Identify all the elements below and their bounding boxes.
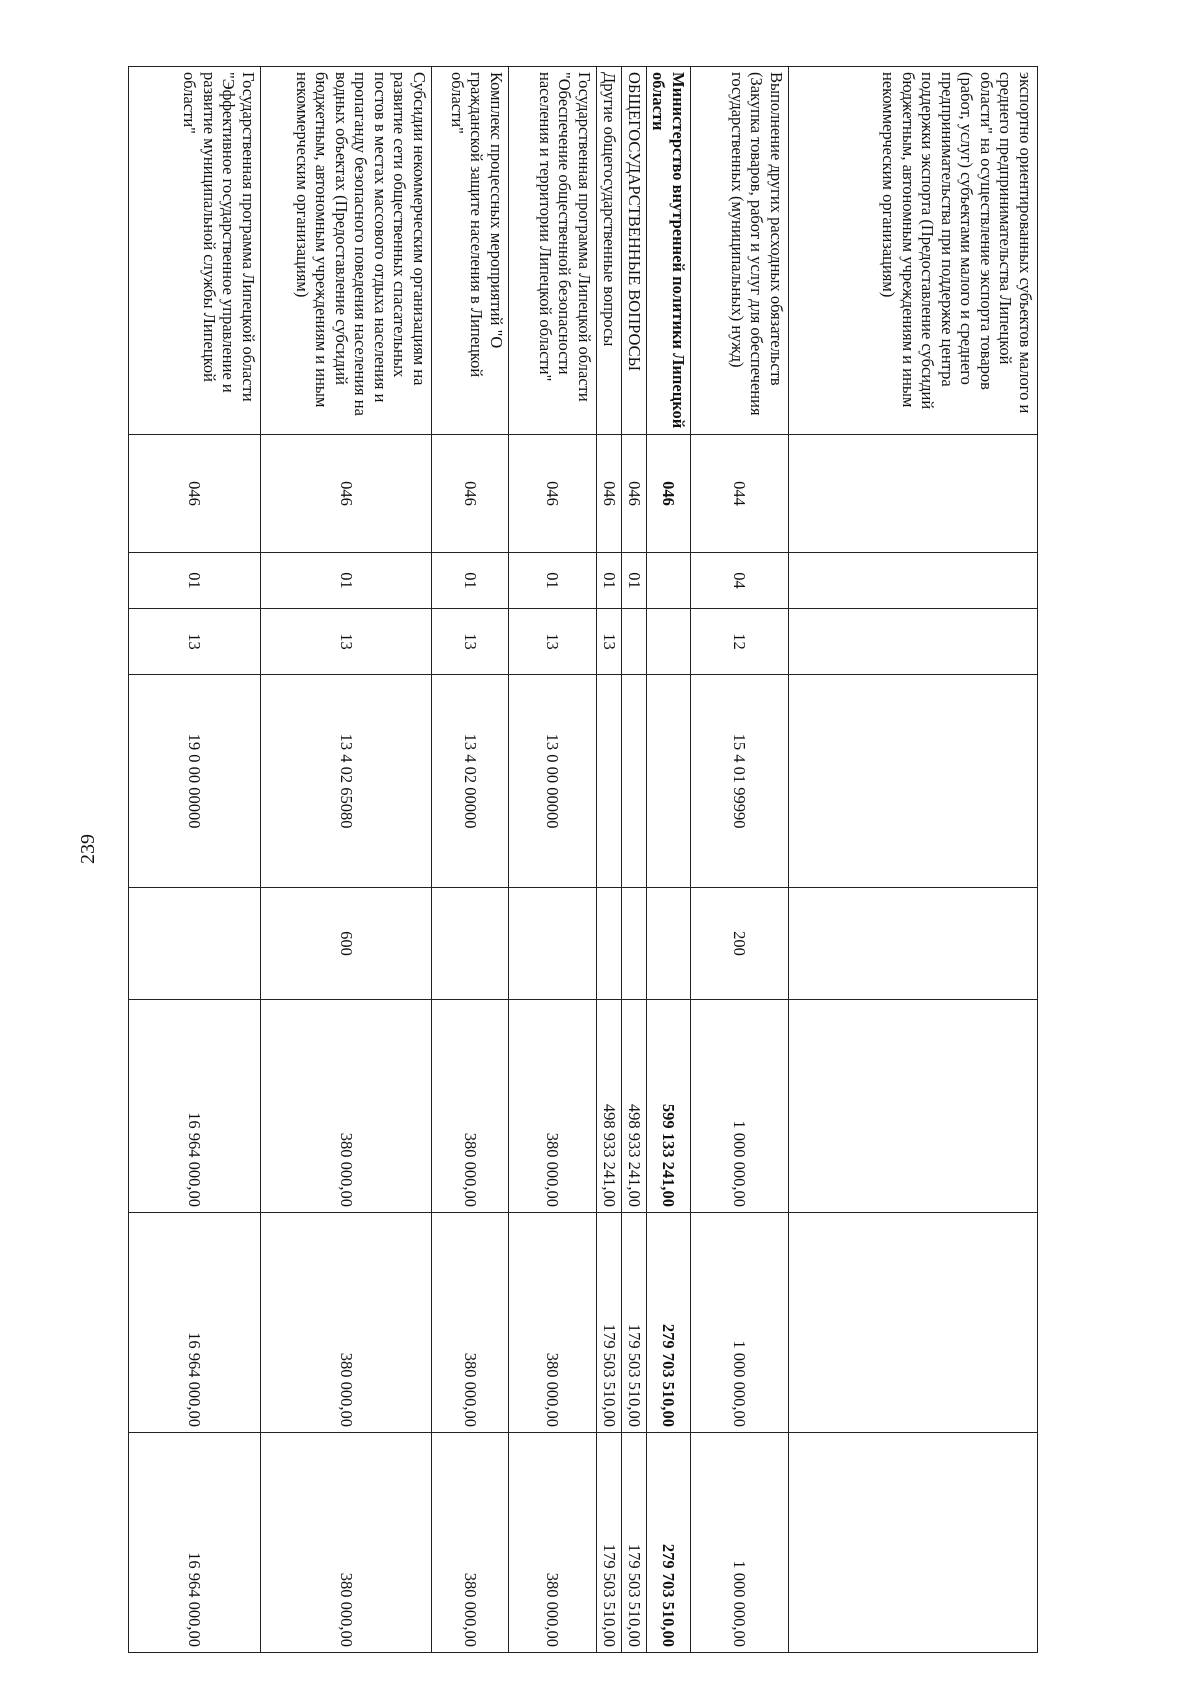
sum-year-1: 380 000,00 (261, 1000, 432, 1213)
budget-table (128, 66, 1038, 1653)
sum-year-2: 16 964 000,00 (129, 1213, 261, 1433)
expense-type-code (789, 888, 1038, 1000)
section-code: 01 (432, 553, 509, 609)
row-name: экспортно ориентированных субъектов малого и среднего предпринимательства Липецкой области" на осуществление экспорта товаров (работ, услуг) субъектами малого и среднего предпринимательства при поддержке центра поддержки экспорта (Предоставление субсидий бюджетным, автономным учреждениям и иным некоммерческим организациям) (789, 67, 1038, 435)
row-name: Выполнение других расходных обязательств (Закупка товаров, работ и услуг для обеспечения государственных (муниципальных) нужд) (691, 67, 789, 435)
subsection-code: 13 (129, 609, 261, 675)
sum-year-3: 380 000,00 (432, 1433, 509, 1653)
target-article-code (789, 675, 1038, 888)
sum-year-2: 1 000 000,00 (691, 1213, 789, 1433)
expense-type-code (647, 888, 691, 1000)
sum-year-3: 1 000 000,00 (691, 1433, 789, 1653)
admin-code: 046 (261, 435, 432, 553)
subsection-code: 13 (432, 609, 509, 675)
sum-year-3: 179 503 510,00 (622, 1433, 647, 1653)
sum-year-1: 380 000,00 (509, 1000, 597, 1213)
admin-code (789, 435, 1038, 553)
sum-year-2: 179 503 510,00 (622, 1213, 647, 1433)
row-name: Государственная программа Липецкой области "Обеспечение общественной безопасности населения и территории Липецкой области" (509, 67, 597, 435)
table-row (691, 67, 789, 1653)
sum-year-1: 599 133 241,00 (647, 1000, 691, 1213)
admin-code: 046 (597, 435, 622, 553)
sum-year-1: 1 000 000,00 (691, 1000, 789, 1213)
sum-year-3: 279 703 510,00 (647, 1433, 691, 1653)
section-code: 01 (129, 553, 261, 609)
sum-year-1: 498 933 241,00 (597, 1000, 622, 1213)
section-code: 04 (691, 553, 789, 609)
subsection-code: 13 (597, 609, 622, 675)
expense-type-code (597, 888, 622, 1000)
expense-type-code (622, 888, 647, 1000)
target-article-code: 19 0 00 00000 (129, 675, 261, 888)
sum-year-3: 380 000,00 (509, 1433, 597, 1653)
row-name: Комплекс процессных мероприятий "О гражданской защите населения в Липецкой области" (432, 67, 509, 435)
page-number: 239 (77, 834, 99, 864)
row-name: Субсидии некоммерческим организациям на развитие сети общественных спасательных постов в местах массового отдыха населения и пропаганду безопасного поведения населения на водных объектах (Предоставление субсидий бюджетным, автономным учреждениям и иным некоммерческим организациям) (261, 67, 432, 435)
sum-year-3 (789, 1433, 1038, 1653)
section-code: 01 (509, 553, 597, 609)
table-row (622, 67, 647, 1653)
row-name: ОБЩЕГОСУДАРСТВЕННЫЕ ВОПРОСЫ (622, 67, 647, 435)
sum-year-2: 380 000,00 (261, 1213, 432, 1433)
sum-year-3: 16 964 000,00 (129, 1433, 261, 1653)
target-article-code: 15 4 01 99990 (691, 675, 789, 888)
target-article-code (622, 675, 647, 888)
budget-table-page (136, 66, 1038, 1652)
table-row (432, 67, 509, 1653)
subsection-code (647, 609, 691, 675)
table-row (647, 67, 691, 1653)
subsection-code: 13 (261, 609, 432, 675)
row-name: Министерство внутренней политики Липецкой области (647, 67, 691, 435)
sum-year-1: 498 933 241,00 (622, 1000, 647, 1213)
expense-type-code (129, 888, 261, 1000)
sum-year-3: 179 503 510,00 (597, 1433, 622, 1653)
section-code: 01 (622, 553, 647, 609)
sum-year-2: 380 000,00 (509, 1213, 597, 1433)
target-article-code: 13 0 00 00000 (509, 675, 597, 888)
subsection-code: 13 (509, 609, 597, 675)
sum-year-2: 179 503 510,00 (597, 1213, 622, 1433)
target-article-code (647, 675, 691, 888)
table-row (129, 67, 261, 1653)
table-row (789, 67, 1038, 1653)
sum-year-1: 380 000,00 (432, 1000, 509, 1213)
sum-year-1 (789, 1000, 1038, 1213)
expense-type-code (432, 888, 509, 1000)
section-code (789, 553, 1038, 609)
row-name: Государственная программа Липецкой области "Эффективное государственное управление и развитие муниципальной службы Липецкой области" (129, 67, 261, 435)
target-article-code (597, 675, 622, 888)
target-article-code: 13 4 02 00000 (432, 675, 509, 888)
expense-type-code: 200 (691, 888, 789, 1000)
subsection-code: 12 (691, 609, 789, 675)
section-code (647, 553, 691, 609)
admin-code: 046 (622, 435, 647, 553)
expense-type-code: 600 (261, 888, 432, 1000)
admin-code: 046 (509, 435, 597, 553)
table-row (509, 67, 597, 1653)
admin-code: 046 (129, 435, 261, 553)
sum-year-2 (789, 1213, 1038, 1433)
table-row (597, 67, 622, 1653)
subsection-code (789, 609, 1038, 675)
admin-code: 046 (432, 435, 509, 553)
expense-type-code (509, 888, 597, 1000)
sum-year-3: 380 000,00 (261, 1433, 432, 1653)
table-row (261, 67, 432, 1653)
admin-code: 046 (647, 435, 691, 553)
sum-year-1: 16 964 000,00 (129, 1000, 261, 1213)
subsection-code (622, 609, 647, 675)
sum-year-2: 380 000,00 (432, 1213, 509, 1433)
sum-year-2: 279 703 510,00 (647, 1213, 691, 1433)
target-article-code: 13 4 02 65080 (261, 675, 432, 888)
section-code: 01 (261, 553, 432, 609)
section-code: 01 (597, 553, 622, 609)
row-name: Другие общегосударственные вопросы (597, 67, 622, 435)
admin-code: 044 (691, 435, 789, 553)
